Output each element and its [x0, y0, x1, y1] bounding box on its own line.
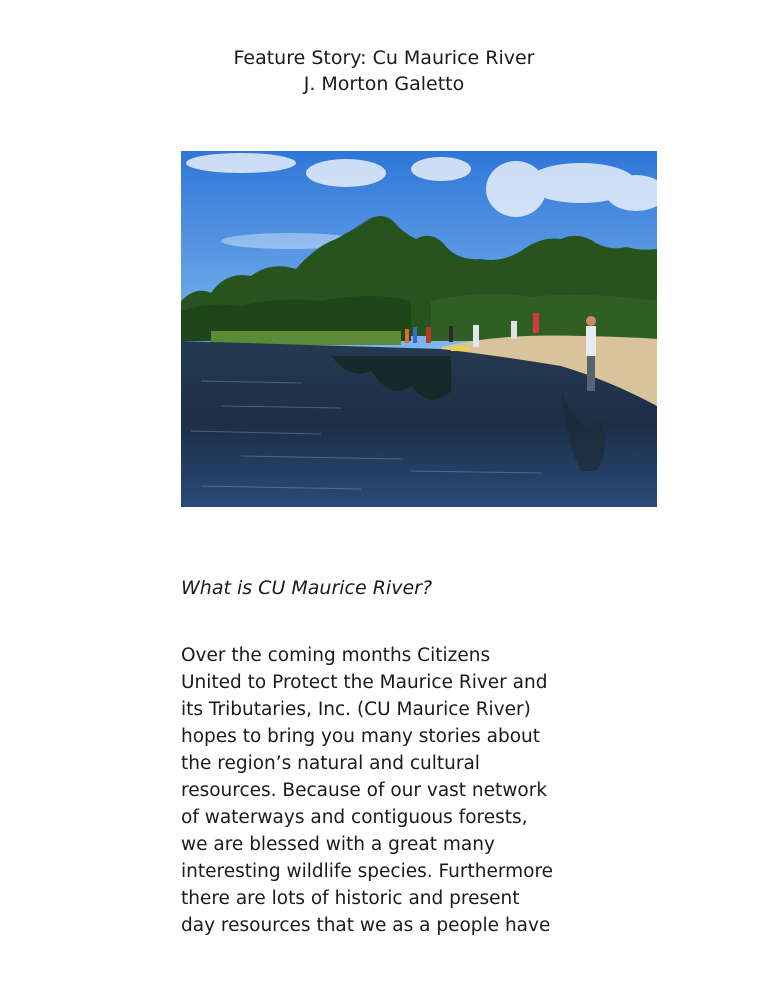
article-title: Feature Story: Cu Maurice River: [233, 47, 535, 69]
body-line: Over the coming months Citizens: [181, 645, 491, 666]
body-line: there are lots of historic and present: [181, 888, 520, 909]
body-line: we are blessed with a great many: [181, 834, 495, 855]
body-line: United to Protect the Maurice River and: [181, 672, 548, 693]
river-photo: [181, 151, 657, 507]
body-line: hopes to bring you many stories about: [181, 726, 540, 747]
section-heading: What is CU Maurice River?: [181, 577, 433, 599]
article-author: J. Morton Galetto: [303, 73, 465, 95]
body-line: its Tributaries, Inc. (CU Maurice River): [181, 699, 531, 720]
body-line: the region’s natural and cultural: [181, 753, 480, 774]
body-line: of waterways and contiguous forests,: [181, 807, 528, 828]
body-line: day resources that we as a people have: [181, 915, 551, 936]
article-title-block: [0, 45, 768, 97]
body-line: interesting wildlife species. Furthermore: [181, 861, 554, 882]
section-body: [181, 642, 741, 939]
body-line: resources. Because of our vast network: [181, 780, 548, 801]
